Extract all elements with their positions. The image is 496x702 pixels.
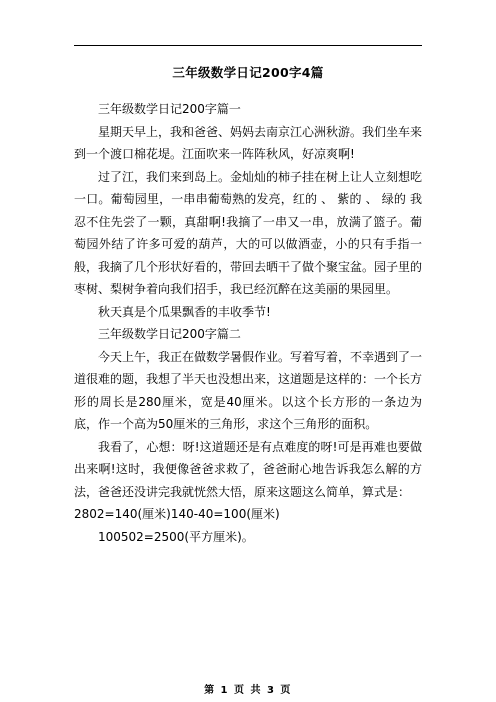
paragraph-3: 秋天真是个瓜果飘香的丰收季节!	[98, 304, 271, 319]
document-body	[74, 98, 422, 548]
paragraph-5: 我看了，心想：呀!这道题还是有点难度的呀!可是再难也要做出来啊!这时，我便像爸爸求救了，爸爸耐心地告诉我怎么解的方法，爸爸还没讲完我就恍然大悟，原来这题这么简单，算式是：	[74, 439, 422, 499]
document-title: 三年级数学日记200字4篇	[172, 65, 324, 80]
section-heading-2: 三年级数学日记200字篇二	[98, 327, 241, 341]
paragraph-4: 今天上午，我正在做数学暑假作业。写着写着，不幸遇到了一道很难的题，我想了半天也没想出来，这道题是这样的：一个长方形的周长是280厘米，宽是40厘米。以这个长方形的一条边为底，作一个高为50厘米的三角形，求这个三角形的面积。	[74, 349, 423, 431]
paragraph-6: 100502=2500(平方厘米)。	[98, 529, 254, 544]
section-heading-1: 三年级数学日记200字篇一	[98, 102, 241, 116]
paragraph-2: 过了江，我们来到岛上。金灿灿的柿子挂在树上让人立刻想吃一口。葡萄园里，一串串葡萄熟的发亮，红的 、 紫的 、 绿的 我忍不住先尝了一颗，真甜啊!我摘了一串又一串，放满了篮子。葡萄园外结了许多可爱的葫芦，大的可以做酒壶，小的只有手指一般，我摘了几个形状好看的，带回去晒干了做个聚宝盆。园子里的枣树、梨树争着向我们招手，我已经沉醉在这美丽的果园里。	[74, 169, 423, 296]
header-rule	[74, 45, 422, 46]
paragraph-1: 星期天早上，我和爸爸、妈妈去南京江心洲秋游。我们坐车来到一个渡口棉花堤。江面吹来一阵阵秋风，好凉爽啊!	[74, 124, 423, 161]
formula-line: 2802=140(厘米)140-40=100(厘米)	[74, 507, 280, 521]
page-footer: 第 1 页 共 3 页	[204, 685, 292, 696]
